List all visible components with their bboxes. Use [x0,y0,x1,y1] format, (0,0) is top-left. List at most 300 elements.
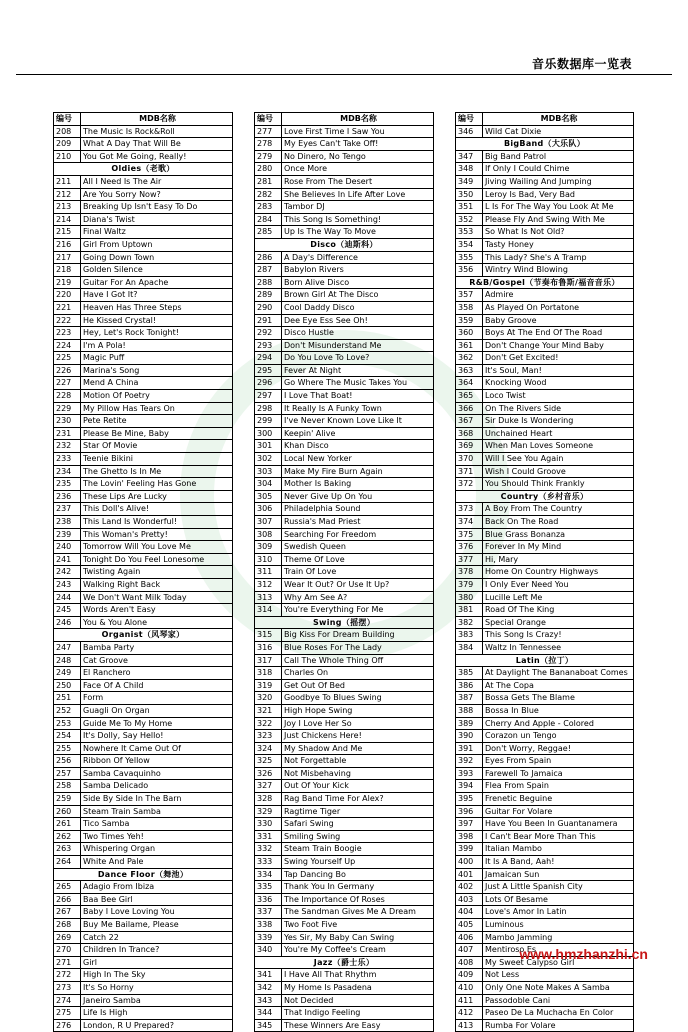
row-mdb-name: That Indigo Feeling [284,1008,361,1018]
table-row [456,604,633,617]
row-mdb-name: Safari Swing [284,819,334,829]
row-mdb-name: Not Misbehaving [284,768,351,778]
row-mdb-name: Boys At The End Of The Road [485,328,603,338]
row-number: 248 [54,655,81,667]
row-number: 352 [456,214,483,226]
table-row [255,390,433,403]
row-mdb-name: Get Out Of Bed [284,680,345,690]
row-number: 380 [456,592,483,604]
genre-section-row [54,629,232,642]
row-mdb-name: Luminous [485,920,524,929]
row-mdb-name: When Man Loves Someone [485,441,594,451]
row-number: 299 [255,415,282,427]
row-mdb-name: Never Give Up On You [284,491,373,501]
row-mdb-name: The Sandman Gives Me A Dream [284,907,416,917]
row-mdb-name: Admire [485,290,514,300]
header-name-label: MDB名称 [139,114,176,123]
table-row [456,995,633,1008]
row-number: 410 [456,982,483,994]
row-number: 233 [54,453,81,465]
row-mdb-name: If Only I Could Chime [485,164,570,174]
row-number: 355 [456,252,483,264]
row-number: 252 [54,705,81,717]
table-row [54,453,232,466]
row-mdb-name: Corazon un Tengo [485,731,557,741]
row-mdb-name: Heaven Has Three Steps [83,302,182,312]
row-number: 338 [255,919,282,931]
genre-section-row [255,957,433,970]
row-mdb-name: Waltz In Tennessee [485,642,562,652]
row-number: 255 [54,743,81,755]
row-mdb-name: Guitar For An Apache [83,277,169,287]
table-row [456,680,633,693]
row-mdb-name: Blue Grass Bonanza [485,529,566,539]
row-mdb-name: It's Soul, Man! [485,365,542,375]
row-number: 370 [456,453,483,465]
row-number: 325 [255,755,282,767]
table-row [255,340,433,353]
page-header-title: 音乐数据库一览表 [531,57,632,71]
row-mdb-name: Marina's Song [83,365,140,375]
row-number: 334 [255,869,282,881]
row-mdb-name: Lots Of Besame [485,894,548,904]
row-number: 339 [255,932,282,944]
row-mdb-name: Baa Bee Girl [83,894,133,904]
row-mdb-name: Not Decided [284,995,334,1005]
row-number: 288 [255,277,282,289]
row-mdb-name: Sir Duke Is Wondering [485,416,574,426]
row-mdb-name: Life Is High [83,1008,128,1018]
row-mdb-name: Lucille Left Me [485,592,543,602]
table-header-row [255,113,433,126]
table-row [54,214,232,227]
row-number: 342 [255,982,282,994]
row-number: 401 [456,869,483,881]
row-mdb-name: Steam Train Samba [83,806,161,816]
table-row [456,503,633,516]
table-row [456,466,633,479]
row-number: 230 [54,415,81,427]
row-mdb-name: Bamba Party [83,642,135,652]
table-row [54,289,232,302]
row-mdb-name: Forever In My Mind [485,542,562,552]
row-number: 408 [456,957,483,969]
row-mdb-name: Cherry And Apple - Colored [485,718,594,728]
row-number: 356 [456,264,483,276]
row-number: 367 [456,415,483,427]
row-number: 402 [456,881,483,893]
table-row [456,340,633,353]
table-row [456,881,633,894]
row-number: 292 [255,327,282,339]
row-mdb-name: Diana's Twist [83,214,135,224]
table-row [54,239,232,252]
row-number: 343 [255,995,282,1007]
row-number: 261 [54,818,81,830]
row-mdb-name: Face Of A Child [83,680,144,690]
table-row [255,969,433,982]
table-row [456,541,633,554]
table-row [456,163,633,176]
row-number: 300 [255,428,282,440]
row-mdb-name: Tonight Do You Feel Lonesome [83,554,205,564]
row-number: 232 [54,440,81,452]
row-mdb-name: A Boy From The Country [485,504,583,514]
row-mdb-name: A Day's Difference [284,252,358,262]
row-mdb-name: At Daylight The Bananaboat Comes [485,668,628,678]
table-row [54,340,232,353]
row-number: 375 [456,529,483,541]
table-row [255,655,433,668]
row-number: 323 [255,730,282,742]
row-number: 220 [54,289,81,301]
genre-section-row [255,239,433,252]
row-mdb-name: Girl [83,957,97,967]
row-number: 264 [54,856,81,868]
table-row [255,503,433,516]
row-mdb-name: I Can't Bear More Than This [485,831,596,841]
row-number: 379 [456,579,483,591]
row-mdb-name: The Importance Of Roses [284,894,385,904]
row-number: 243 [54,579,81,591]
row-mdb-name: Star Of Movie [83,441,138,451]
row-number: 281 [255,176,282,188]
table-row [54,906,232,919]
table-row [255,440,433,453]
row-number: 293 [255,340,282,352]
table-row [54,365,232,378]
row-mdb-name: High Hope Swing [284,705,353,715]
table-row [255,629,433,642]
row-mdb-name: High In The Sky [83,970,146,980]
table-row [255,831,433,844]
row-mdb-name: Janeiro Samba [83,995,141,1005]
row-mdb-name: Big Band Patrol [485,151,547,161]
table-row [456,579,633,592]
row-mdb-name: Mambo Jamming [485,932,553,942]
row-number: 376 [456,541,483,553]
genre-section-row [255,617,433,630]
table-row [255,982,433,995]
row-number: 208 [54,126,81,138]
row-number: 210 [54,151,81,163]
genre-section-label: Organist（风琴家） [101,630,185,640]
row-mdb-name: Whispering Organ [83,844,156,854]
row-number: 395 [456,793,483,805]
row-mdb-name: Leroy Is Bad, Very Bad [485,189,575,199]
row-mdb-name: Dee Eye Ess See Oh! [284,315,368,325]
row-mdb-name: Wear It Out? Or Use It Up? [284,579,390,589]
row-number: 308 [255,529,282,541]
table-row [255,566,433,579]
row-number: 385 [456,667,483,679]
row-number: 272 [54,969,81,981]
row-mdb-name: Yes Sir, My Baby Can Swing [284,932,395,942]
row-mdb-name: Adagio From Ibiza [83,882,155,892]
table-row [54,642,232,655]
row-mdb-name: It's Dolly, Say Hello! [83,731,164,741]
row-mdb-name: You Should Think Frankly [485,479,585,489]
table-row [456,982,633,995]
row-mdb-name: My Shadow And Me [284,743,363,753]
table-row [54,315,232,328]
table-row [54,466,232,479]
row-number: 221 [54,302,81,314]
table-row [54,818,232,831]
row-number: 374 [456,516,483,528]
table-row [54,415,232,428]
table-row [255,604,433,617]
row-number: 270 [54,944,81,956]
row-number: 250 [54,680,81,692]
table-row [255,138,433,151]
row-number: 353 [456,226,483,238]
row-number: 301 [255,440,282,452]
row-mdb-name: Rag Band Time For Alex? [284,794,384,804]
table-row [54,226,232,239]
table-row [456,667,633,680]
table-row [456,869,633,882]
row-number: 384 [456,642,483,654]
row-number: 333 [255,856,282,868]
table-row [456,516,633,529]
table-row [54,780,232,793]
row-number: 344 [255,1007,282,1019]
row-mdb-name: I Love That Boat! [284,391,353,401]
row-mdb-name: Golden Silence [83,265,143,275]
table-row [54,919,232,932]
row-mdb-name: Thank You In Germany [284,882,375,892]
row-mdb-name: Flea From Spain [485,781,549,791]
table-row [255,428,433,441]
row-mdb-name: Bossa Gets The Blame [485,693,575,703]
row-number: 231 [54,428,81,440]
table-row [456,592,633,605]
table-row [54,126,232,139]
row-mdb-name: Searching For Freedom [284,529,377,539]
row-mdb-name: Special Orange [485,617,546,627]
row-number: 273 [54,982,81,994]
row-number: 315 [255,629,282,641]
table-row [255,277,433,290]
row-number: 217 [54,252,81,264]
row-number: 209 [54,138,81,150]
table-row [456,919,633,932]
genre-section-row [54,869,232,882]
row-mdb-name: White And Pale [83,857,144,867]
row-number: 304 [255,478,282,490]
row-number: 310 [255,554,282,566]
row-mdb-name: Love First Time I Saw You [284,126,385,136]
row-mdb-name: Rose From The Desert [284,176,373,186]
row-number: 369 [456,440,483,452]
row-mdb-name: Two Times Yeh! [83,831,144,841]
table-row [456,352,633,365]
row-number: 211 [54,176,81,188]
genre-section-row [456,138,633,151]
row-mdb-name: Brown Girl At The Disco [284,290,379,300]
row-number: 287 [255,264,282,276]
row-mdb-name: So What Is Not Old? [485,227,565,237]
row-mdb-name: Theme Of Love [284,554,345,564]
row-mdb-name: It's So Horny [83,982,134,992]
row-number: 219 [54,277,81,289]
row-mdb-name: Motion Of Poetry [83,391,150,401]
table-row [456,252,633,265]
table-row [456,1007,633,1020]
row-mdb-name: Eyes From Spain [485,756,552,766]
row-mdb-name: It Is A Band, Aah! [485,857,555,867]
row-number: 302 [255,453,282,465]
table-column-1 [53,112,233,1032]
table-row [255,453,433,466]
row-mdb-name: Teenie Bikini [83,454,133,464]
table-row [255,705,433,718]
row-number: 305 [255,491,282,503]
row-number: 297 [255,390,282,402]
table-row [255,755,433,768]
table-header-row [54,113,232,126]
row-mdb-name: Don't Worry, Reggae! [485,743,571,753]
row-number: 341 [255,969,282,981]
row-number: 213 [54,201,81,213]
row-number: 406 [456,932,483,944]
row-number: 303 [255,466,282,478]
table-row [54,403,232,416]
table-row [255,189,433,202]
row-mdb-name: Tasty Honey [485,239,534,249]
row-number: 307 [255,516,282,528]
table-row [255,415,433,428]
row-number: 296 [255,377,282,389]
row-number: 298 [255,403,282,415]
table-row [54,881,232,894]
row-number: 294 [255,352,282,364]
row-mdb-name: Babylon Rivers [284,265,344,275]
table-row [255,768,433,781]
row-number: 365 [456,390,483,402]
table-row [456,239,633,252]
row-mdb-name: Don't Get Excited! [485,353,559,363]
row-mdb-name: Swedish Queen [284,542,346,552]
row-number: 269 [54,932,81,944]
row-mdb-name: Samba Cavaquinho [83,768,161,778]
row-number: 238 [54,516,81,528]
row-mdb-name: Cat Groove [83,655,128,665]
table-row [456,403,633,416]
row-mdb-name: Knocking Wood [485,378,547,388]
row-number: 290 [255,302,282,314]
row-mdb-name: Russia's Mad Priest [284,517,361,526]
row-mdb-name: My Home Is Pasadena [284,982,372,992]
row-mdb-name: Not Forgettable [284,756,347,766]
row-mdb-name: At The Copa [485,680,534,690]
genre-section-row [456,491,633,504]
table-row [255,327,433,340]
row-number: 229 [54,403,81,415]
table-row [54,138,232,151]
table-row [456,806,633,819]
row-number: 277 [255,126,282,138]
table-row [456,327,633,340]
row-number: 271 [54,957,81,969]
table-row [255,541,433,554]
table-row [54,995,232,1008]
row-mdb-name: Girl From Uptown [83,239,153,249]
row-mdb-name: Blue Roses For The Lady [284,642,382,652]
row-number: 225 [54,352,81,364]
row-mdb-name: Just A Little Spanish City [485,882,583,892]
table-row [54,428,232,441]
table-row [255,214,433,227]
row-number: 251 [54,692,81,704]
row-number: 237 [54,503,81,515]
table-row [255,995,433,1008]
row-number: 319 [255,680,282,692]
table-row [255,466,433,479]
row-mdb-name: On The Rivers Side [485,403,562,413]
table-row [54,743,232,756]
row-number: 360 [456,327,483,339]
genre-section-label: Dance Floor（舞池） [97,869,189,879]
row-number: 258 [54,780,81,792]
row-mdb-name: Breaking Up Isn't Easy To Do [83,202,198,212]
row-number: 361 [456,340,483,352]
table-row [255,730,433,743]
row-mdb-name: This Doll's Alive! [83,504,150,514]
row-number: 381 [456,604,483,616]
row-number: 266 [54,894,81,906]
table-row [54,201,232,214]
table-row [54,377,232,390]
row-number: 240 [54,541,81,553]
row-mdb-name: Up Is The Way To Move [284,227,376,237]
row-number: 413 [456,1020,483,1032]
table-row [255,881,433,894]
table-row [456,453,633,466]
row-number: 306 [255,503,282,515]
row-mdb-name: This Land Is Wonderful! [83,517,178,526]
row-mdb-name: Cool Daddy Disco [284,302,355,312]
row-mdb-name: Baby I Love Loving You [83,907,175,917]
row-number: 247 [54,642,81,654]
header-name-label: MDB名称 [540,114,578,123]
row-mdb-name: Local New Yorker [284,454,352,464]
row-mdb-name: What A Day That Will Be [83,139,181,149]
row-mdb-name: Only One Note Makes A Samba [485,982,610,992]
row-number: 280 [255,163,282,175]
table-row [255,592,433,605]
row-number: 357 [456,289,483,301]
row-number: 227 [54,377,81,389]
table-row [456,642,633,655]
row-mdb-name: Twisting Again [83,567,141,577]
table-row [456,566,633,579]
table-row [255,264,433,277]
genre-section-label: BigBand（大乐队） [503,139,586,149]
genre-section-label: Disco（迪斯科） [310,239,378,249]
table-row [54,566,232,579]
row-number: 234 [54,466,81,478]
row-number: 394 [456,780,483,792]
header-number-label: 编号 [456,113,483,125]
row-number: 312 [255,579,282,591]
table-row [54,516,232,529]
row-mdb-name: We Don't Want Milk Today [83,592,187,602]
table-row [255,743,433,756]
row-number: 265 [54,881,81,893]
row-number: 316 [255,642,282,654]
